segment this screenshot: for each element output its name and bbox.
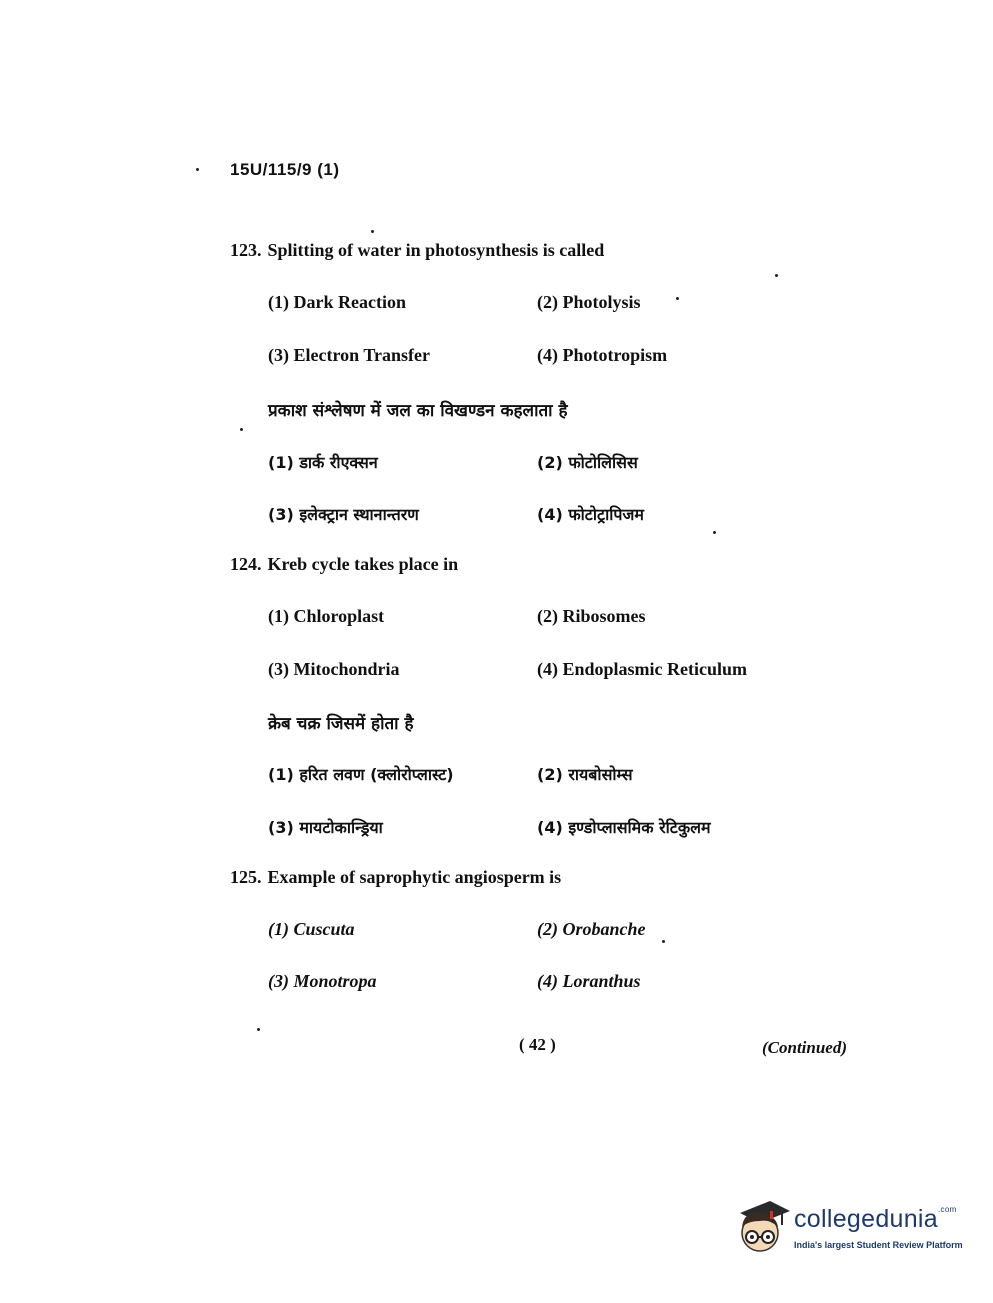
question-hindi-text: क्रेब चक्र जिसमें होता है (268, 714, 414, 734)
option-3: (3) Mitochondria (268, 659, 400, 679)
hindi-option-3: (3) इलेक्ट्रान स्थानान्तरण (268, 505, 419, 524)
option-4: (4) Endoplasmic Reticulum (537, 659, 748, 679)
option-4: (4) Phototropism (537, 345, 668, 365)
continued-label: (Continued) (762, 1038, 848, 1057)
scan-speck (257, 1028, 260, 1031)
scan-speck (713, 531, 716, 534)
question-number: 124. (230, 554, 262, 574)
scan-speck (240, 428, 243, 431)
hindi-option-3: (3) मायटोकान्ड्रिया (268, 818, 383, 837)
brand-tagline: India's largest Student Review Platform (794, 1240, 963, 1250)
question-number: 123. (230, 240, 262, 260)
hindi-option-2: (2) फोटोलिसिस (537, 453, 638, 472)
collegedunia-watermark (730, 1195, 970, 1267)
hindi-option-1: (1) डार्क रीएक्सन (268, 453, 378, 472)
hindi-option-4: (4) फोटोट्रापिजम (537, 505, 644, 524)
option-1: (1) Dark Reaction (268, 292, 406, 312)
mascot-icon (730, 1195, 790, 1267)
scan-speck (196, 168, 199, 171)
brand-name: collegedunia$^{.com}$ (794, 1205, 957, 1233)
paper-code: 15U/115/9 (1) (230, 160, 340, 179)
option-4: (4) Loranthus (537, 971, 641, 991)
hindi-option-2: (2) रायबोसोम्स (537, 765, 633, 784)
option-2: (2) Photolysis (537, 292, 641, 312)
scan-speck (775, 274, 778, 277)
option-1: (1) Cuscuta (268, 919, 355, 939)
question-text: Splitting of water in photosynthesis is called (267, 240, 605, 260)
question-124 (230, 554, 458, 575)
option-1: (1) Chloroplast (268, 606, 385, 626)
scan-speck (676, 297, 679, 300)
option-3: (3) Electron Transfer (268, 345, 430, 365)
scan-speck (662, 940, 665, 943)
hindi-option-1: (1) हरित लवण (क्लोरोप्लास्ट) (268, 765, 454, 784)
question-text: Kreb cycle takes place in (267, 554, 459, 574)
option-2: (2) Ribosomes (537, 606, 646, 626)
page-number: ( 42 ) (519, 1035, 556, 1054)
scan-speck (371, 230, 374, 233)
question-number: 125. (230, 867, 262, 887)
option-3: (3) Monotropa (268, 971, 377, 991)
question-text: Example of saprophytic angiosperm is (267, 867, 562, 887)
hindi-option-4: (4) इण्डोप्लासमिक रेटिकुलम (537, 818, 711, 837)
question-125 (230, 867, 561, 888)
question-123 (230, 240, 604, 261)
option-2: (2) Orobanche (537, 919, 646, 939)
question-hindi-text: प्रकाश संश्लेषण में जल का विखण्डन कहलाता है (268, 401, 568, 421)
